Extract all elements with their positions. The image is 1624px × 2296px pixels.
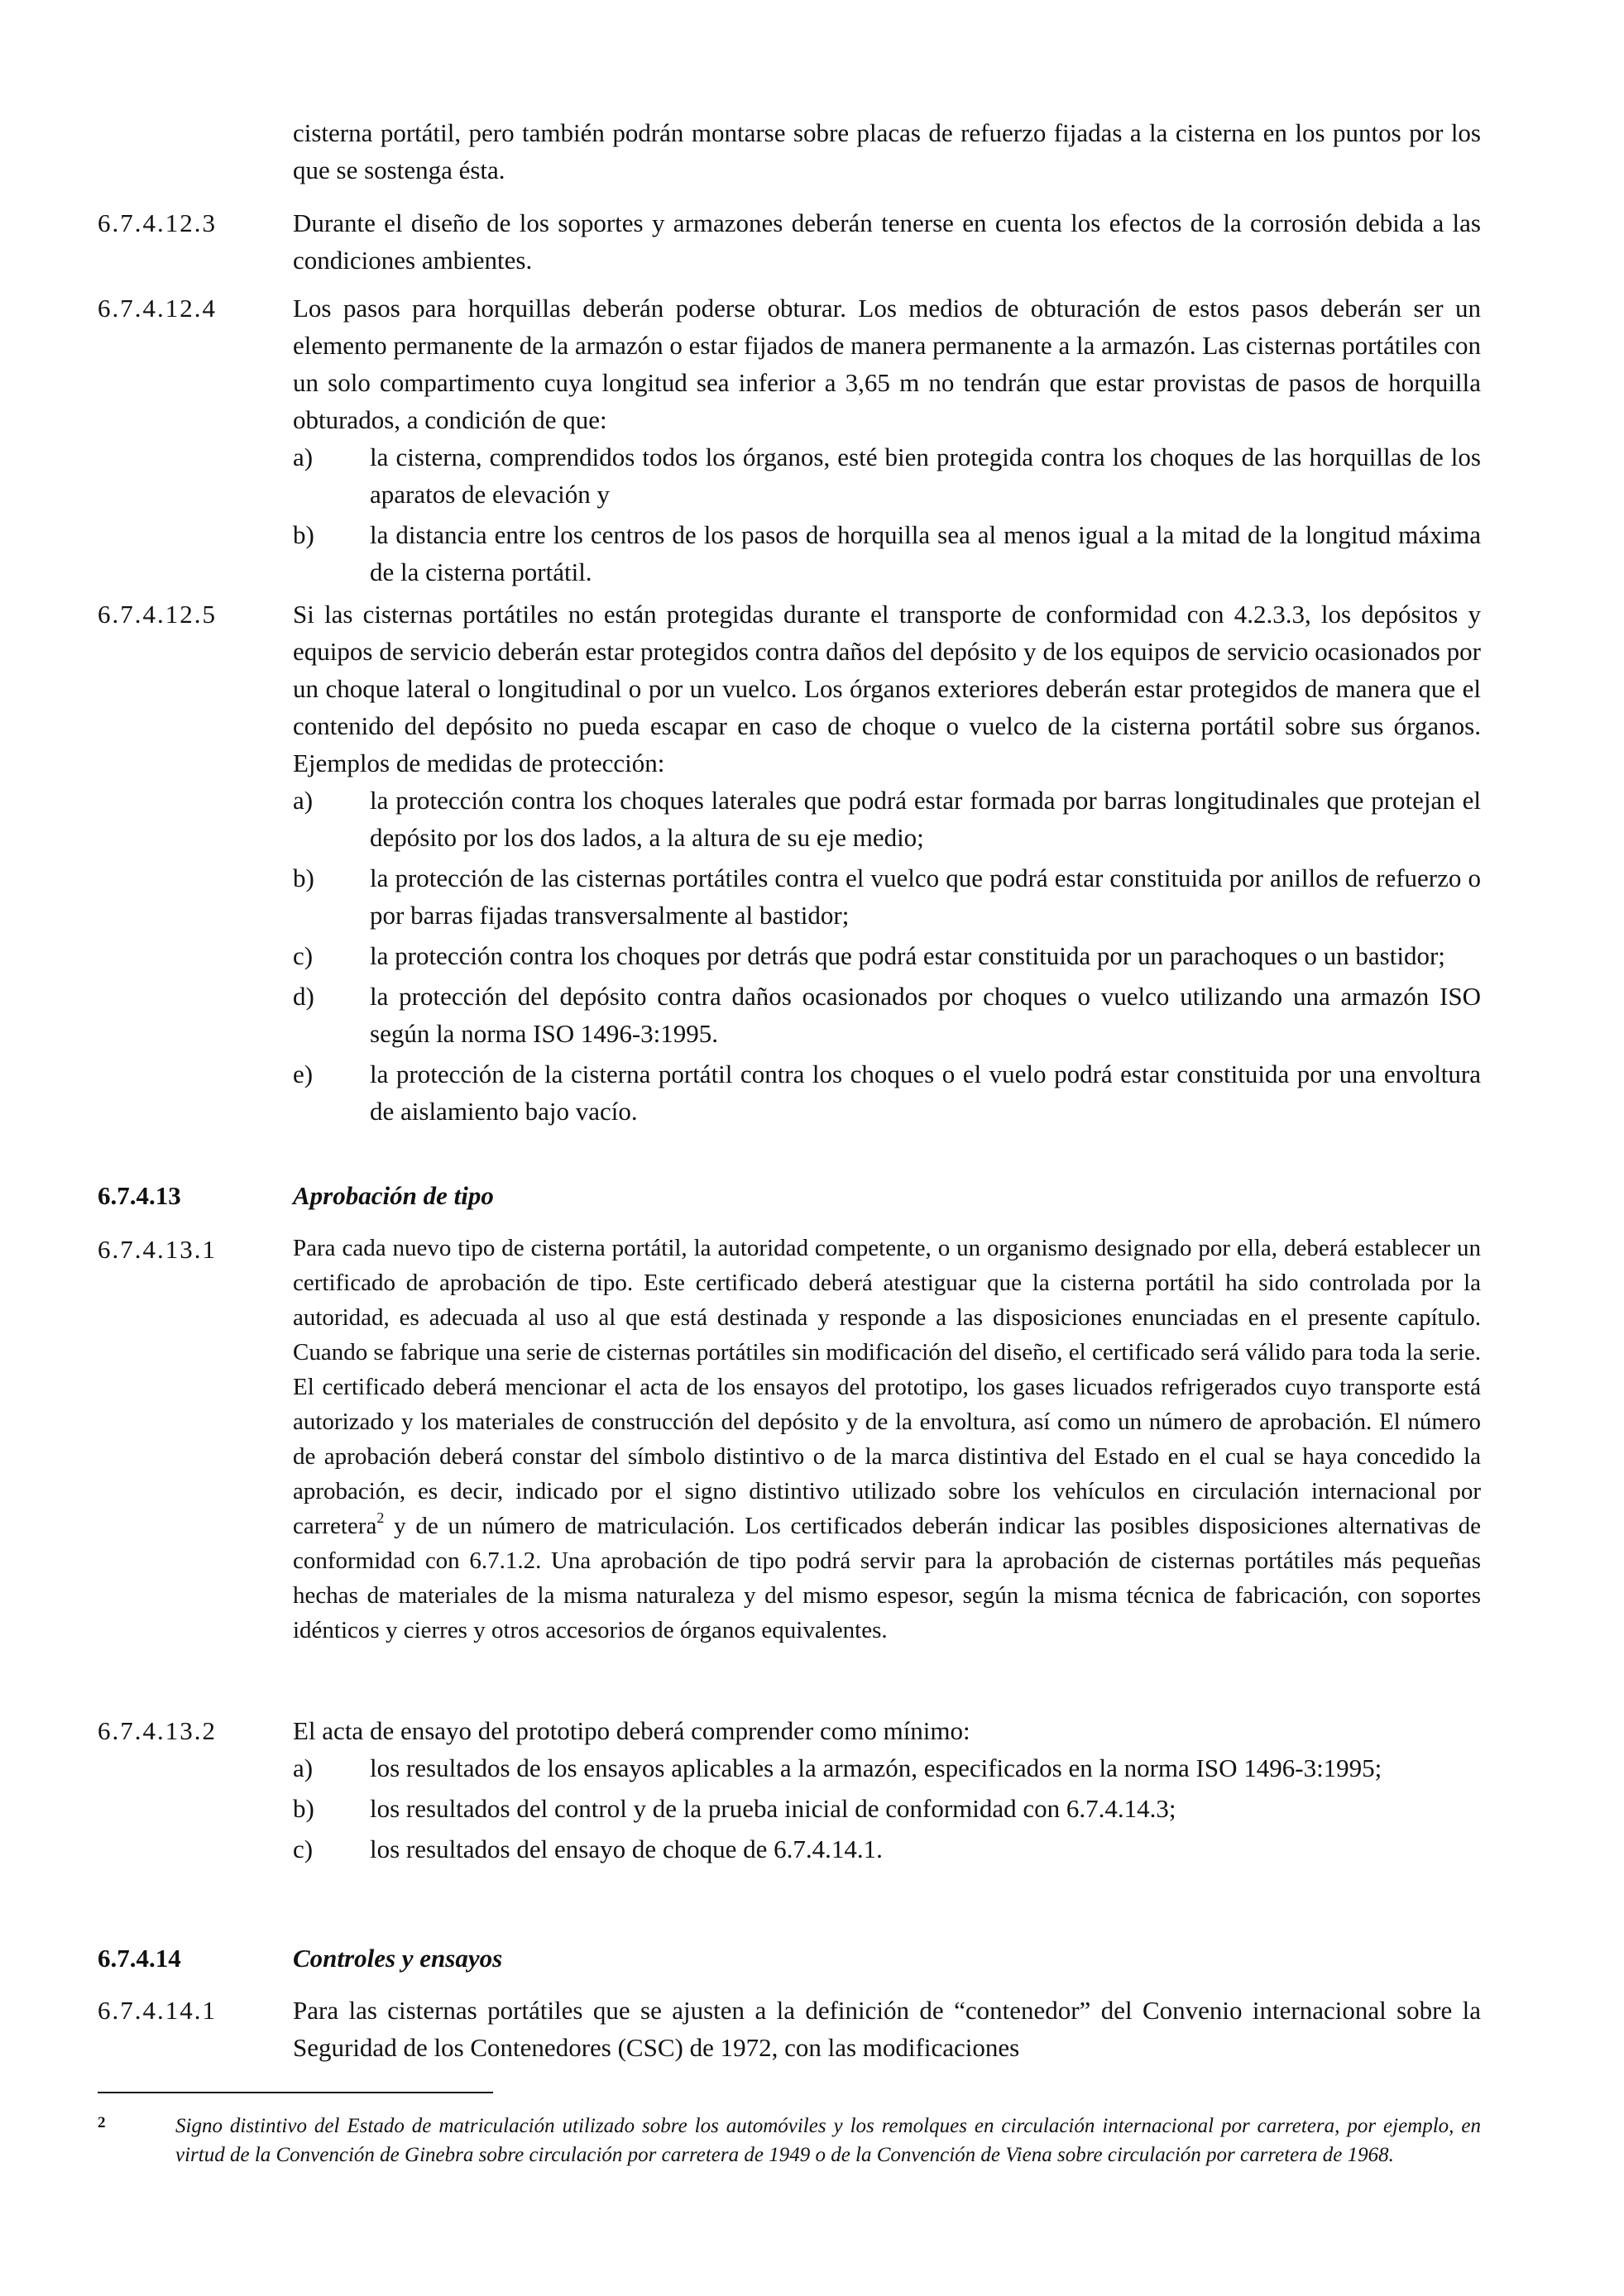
list-item-letter: a) <box>293 1753 314 1782</box>
list-item <box>293 859 1481 934</box>
list-item-text: la protección contra los choques por detrás que podrá estar constituida por un parachoques o un bastidor; <box>370 941 1445 970</box>
footnote-separator <box>98 2092 493 2093</box>
footnote-reference[interactable]: 2 <box>376 1509 385 1527</box>
paragraph-text: Los pasos para horquillas deberán poderse obturar. Los medios de obturación de estos pasos deberán ser un elemento permanente de la armazón o estar fijados de manera permanente a la armazón. Las cisternas portátiles con un solo compartimento cuya longitud sea inferior a 3,65 m no tendrán que estar provistas de pasos de horquilla obturados, a condición de que: <box>293 294 1481 434</box>
list-item-letter: a) <box>293 442 314 471</box>
paragraph-text-part: y de un número de matriculación. Los certificados deberán indicar las posibles disposiciones alternativas de conformidad con 6.7.1.2. Una aprobación de tipo podrá servir para la aprobación de cisternas portátiles más pequeñas hechas de materiales de la misma naturaleza y del mismo espesor, según la misma técnica de fabricación, con soportes idénticos y cierres y otros accesorios de órganos equivalentes. <box>293 1513 1481 1643</box>
list-item-letter: d) <box>293 982 314 1011</box>
list-item-letter: b) <box>293 1794 314 1823</box>
list-item-text: la cisterna, comprendidos todos los órganos, esté bien protegida contra los choques de las horquillas de los aparatos de elevación y <box>370 442 1481 509</box>
list-item <box>293 978 1481 1052</box>
list-item <box>293 1749 1481 1787</box>
list-item <box>293 782 1481 856</box>
list-item <box>293 1830 1481 1868</box>
paragraph-number: 6.7.4.12.4 <box>98 294 217 323</box>
paragraph-text: Si las cisternas portátiles no están protegidas durante el transporte de conformidad con 4.2.3.3, los depósitos y equipos de servicio deberán estar protegidos contra daños del depósito y de los equipos de servicio ocasionados por un choque lateral o longitudinal o por un vuelco. Los órganos exteriores deberán estar protegidos de manera que el contenido del depósito no pueda escapar en caso de choque o vuelco de la cisterna portátil sobre sus órganos. Ejemplos de medidas de protección: <box>293 600 1481 777</box>
list-item <box>293 1790 1481 1827</box>
section-title: Aprobación de tipo <box>293 1181 494 1210</box>
footnote-number: 2 <box>98 2114 106 2131</box>
list-item-letter: c) <box>293 941 314 970</box>
list-item-text: la protección de la cisterna portátil contra los choques o el vuelo podrá estar constituida por una envoltura de aislamiento bajo vacío. <box>370 1060 1481 1126</box>
list-item-letter: e) <box>293 1060 314 1088</box>
paragraph-text <box>293 1231 1481 1648</box>
list-item-text: los resultados del control y de la prueba inicial de conformidad con 6.7.4.14.3; <box>370 1794 1176 1823</box>
list-item-letter: b) <box>293 863 314 892</box>
paragraph-number: 6.7.4.12.3 <box>98 208 217 237</box>
section-title: Controles y ensayos <box>293 1944 503 1973</box>
section-number: 6.7.4.13 <box>98 1181 181 1210</box>
list-item-text: la protección del depósito contra daños ocasionados por choques o vuelco utilizando una armazón ISO según la norma ISO 1496-3:1995. <box>370 982 1481 1048</box>
list-item-letter: c) <box>293 1834 314 1863</box>
list-item-text: la protección contra los choques laterales que podrá estar formada por barras longitudinales que protejan el depósito por los dos lados, a la altura de su eje medio; <box>370 786 1481 852</box>
paragraph-text: El acta de ensayo del prototipo deberá comprender como mínimo: <box>293 1716 970 1745</box>
footnote-text: Signo distintivo del Estado de matriculación utilizado sobre los automóviles y los remolques en circulación internacional por carretera, por ejemplo, en virtud de la Convención de Ginebra sobre circulación por carretera de 1949 o de la Convención de Viena sobre circulación por carretera de 1968. <box>175 2115 1481 2166</box>
list-item-text: la distancia entre los centros de los pasos de horquilla sea al menos igual a la mitad de la longitud máxima de la cisterna portátil. <box>370 520 1481 586</box>
list-item-letter: a) <box>293 786 314 815</box>
paragraph-text-part: Para cada nuevo tipo de cisterna portátil, la autoridad competente, o un organismo designado por ella, deberá establecer un certificado de aprobación de tipo. Este certificado deberá atestiguar que la cisterna portátil ha sido controlada por la autoridad, es adecuada al uso al que está destinada y responde a las disposiciones enunciadas en el presente capítulo. Cuando se fabrique una serie de cisternas portátiles sin modificación del diseño, el certificado será válido para toda la serie. El certificado deberá mencionar el acta de los ensayos del prototipo, los gases licuados refrigerados cuyo transporte está autorizado y los materiales de construcción del depósito y de la envoltura, así como un número de aprobación. El número de aprobación deberá constar del símbolo distintivo o de la marca distintiva del Estado en el cual se haya concedido la aprobación, es decir, indicado por el signo distintivo utilizado sobre los vehículos en circulación internacional por carretera <box>293 1235 1481 1539</box>
list-item <box>293 1055 1481 1130</box>
paragraph-text: cisterna portátil, pero también podrán montarse sobre placas de refuerzo fijadas a la cisterna en los puntos por los que se sostenga ésta. <box>293 118 1481 184</box>
paragraph-number: 6.7.4.13.1 <box>98 1235 217 1264</box>
list-item-text: la protección de las cisternas portátiles contra el vuelco que podrá estar constituida por anillos de refuerzo o por barras fijadas transversalmente al bastidor; <box>370 863 1481 930</box>
list-item-text: los resultados del ensayo de choque de 6.7.4.14.1. <box>370 1834 883 1863</box>
section-number: 6.7.4.14 <box>98 1944 181 1973</box>
list <box>293 1749 1481 1868</box>
list <box>293 782 1481 1130</box>
list-item <box>293 516 1481 591</box>
paragraph-text: Para las cisternas portátiles que se ajusten a la definición de “contenedor” del Convenio internacional sobre la Seguridad de los Contenedores (CSC) de 1972, con las modificaciones <box>293 1996 1481 2062</box>
list-item-text: los resultados de los ensayos aplicables a la armazón, especificados en la norma ISO 1496-3:1995; <box>370 1753 1382 1782</box>
paragraph-number: 6.7.4.13.2 <box>98 1716 217 1745</box>
list-item-letter: b) <box>293 520 314 549</box>
paragraph-number: 6.7.4.14.1 <box>98 1996 217 2025</box>
list-item <box>293 937 1481 974</box>
list-item <box>293 438 1481 513</box>
paragraph-text: Durante el diseño de los soportes y armazones deberán tenerse en cuenta los efectos de la corrosión debida a las condiciones ambientes. <box>293 208 1481 275</box>
list <box>293 438 1481 591</box>
paragraph-number: 6.7.4.12.5 <box>98 600 217 629</box>
